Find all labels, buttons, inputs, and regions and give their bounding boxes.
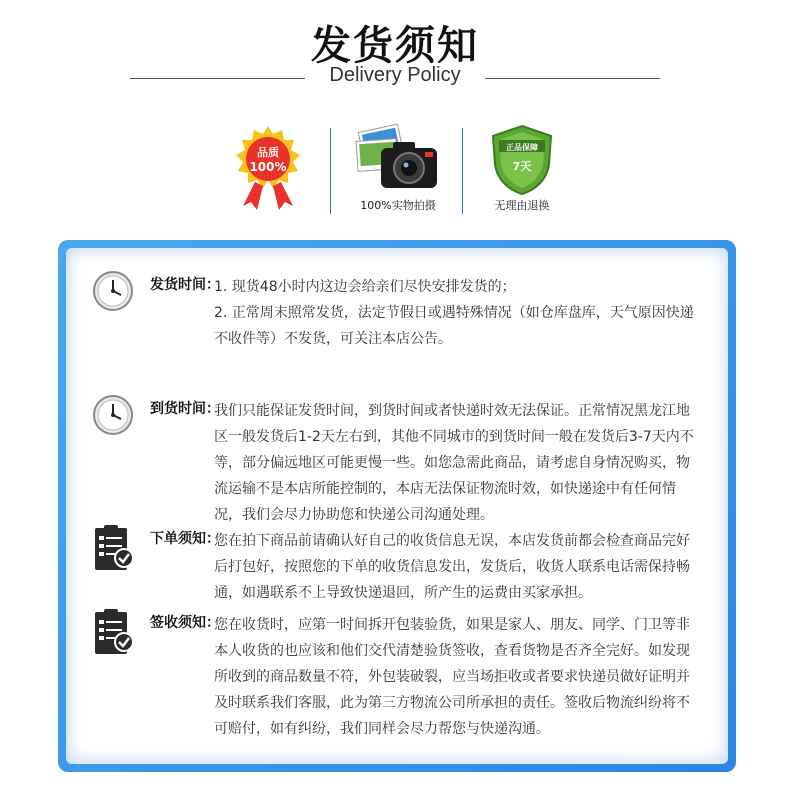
subtitle-right-rule [485, 78, 660, 79]
shield-text-bottom: 7天 [512, 160, 532, 173]
section-body: 我们只能保证发货时间，到货时间或者快递时效无法保证。正常情况黑龙江地区一般发货后1-2天左右到，其他不同城市的到货时间一般在发货后3-7天内不等，部分偏远地区可能更慢一些。如您急需此商品，请考虑自身情况购买，物流运输不是本店所能控制的，本店无法保证物流时效，如快递途中有任何情况，我们会尽力协助您和快递公司沟通处理。 [214, 403, 694, 523]
shield-guarantee-icon [487, 124, 557, 196]
section-body [214, 274, 694, 352]
section-label: 到货时间： [150, 401, 220, 417]
photo-caption: 100%实物拍摄 [360, 199, 436, 212]
subtitle-row [130, 64, 660, 94]
clock-icon [92, 270, 134, 312]
section-body: 您在收货时，应第一时间拆开包装验货，如果是家人、朋友、同学、门卫等非本人收货的也应该和他们交代清楚验货签收，查看货物是否齐全完好。如发现所收到的商品数量不符，外包装破裂，应当场拒收或者要求快递员做好证明并及时联系我们客服，此为第三方物流公司所承担的责任。签收后物流纠纷将不可赔付，如有纠纷，我们同样会尽力帮您与快递沟通。 [214, 617, 690, 737]
page-title: 发货须知 [311, 23, 479, 69]
return-badge [462, 122, 582, 217]
photo-badge [338, 122, 458, 217]
quality-badge [208, 122, 328, 217]
shipping-line-2: 2. 正常周末照常发货，法定节假日或遇特殊情况（如仓库盘库，天气原因快递不收件等）不发货，可关注本店公告。 [214, 305, 694, 347]
badge-divider-1 [330, 128, 331, 214]
section-label: 签收须知： [150, 615, 220, 631]
shield-text-top: 正品保障 [506, 143, 538, 152]
quality-100-medal-icon [233, 124, 303, 214]
section-body: 您在拍下商品前请确认好自己的收货信息无误，本店发货前都会检查商品完好后打包好，按照您的下单的收货信息发出，发货后，收货人联系电话需保持畅通，如遇联系不上导致快递退回，所产生的运费由买家承担。 [214, 533, 690, 601]
section-label: 下单须知： [150, 531, 220, 547]
medal-text-top: 品质 [257, 146, 279, 159]
section-label: 发货时间： [150, 277, 220, 293]
medal-text-bottom: 100% [249, 160, 287, 174]
page-subtitle: Delivery Policy [329, 64, 461, 86]
shipping-line-1: 1. 现货48小时内这边会给亲们尽快安排发货的； [214, 279, 516, 295]
camera-photos-icon [353, 122, 443, 198]
return-caption: 无理由退换 [494, 199, 550, 212]
checklist-icon [92, 524, 134, 572]
clock-icon [92, 394, 134, 436]
checklist-icon [92, 608, 134, 656]
